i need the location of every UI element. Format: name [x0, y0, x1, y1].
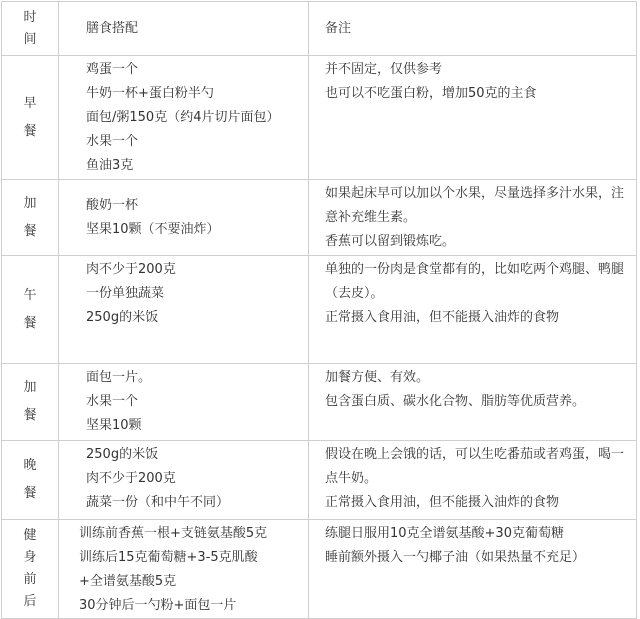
food-item: 牛奶一杯+蛋白粉半勺	[86, 86, 214, 101]
note-text: 练腿日服用10克全谱氨基酸+30克葡萄糖	[325, 526, 564, 541]
header-food-cell	[59, 2, 309, 56]
time-cell	[2, 180, 59, 256]
note-text: 单独的一份肉是食堂都有的，比如吃两个鸡腿、鸭腿（去皮）。	[325, 262, 625, 301]
meal-time-label: 早餐	[23, 95, 37, 139]
table-row-lunch	[2, 256, 637, 364]
header-time-cell	[2, 2, 59, 56]
food-item: +全谱氨基酸5克	[79, 574, 177, 589]
meal-plan-table	[1, 1, 637, 619]
table-row-dinner	[2, 441, 637, 520]
note-cell	[309, 56, 637, 180]
food-item: 一份单独蔬菜	[86, 286, 165, 301]
food-item: 水果一个	[86, 134, 139, 149]
food-item: 250g的米饭	[86, 447, 159, 462]
food-cell	[59, 364, 309, 441]
food-item: 鱼油3克	[86, 158, 134, 173]
food-item: 训练后15克葡萄糖+3-5克肌酸	[79, 550, 258, 565]
food-item: 水果一个	[86, 394, 139, 409]
meal-time-label: 加餐	[23, 380, 37, 423]
note-cell	[309, 364, 637, 441]
food-cell	[59, 520, 309, 619]
food-item: 酸奶一杯	[86, 198, 139, 213]
food-cell	[59, 441, 309, 520]
note-cell	[309, 256, 637, 364]
header-food-label: 膳食搭配	[86, 20, 139, 36]
food-item: 肉不少于200克	[86, 262, 176, 277]
food-item: 蔬菜一份（和中午不同）	[86, 495, 230, 510]
table-row-breakfast	[2, 56, 637, 180]
food-item: 面包/粥150克（约4片切片面包）	[86, 110, 280, 125]
note-cell	[309, 441, 637, 520]
meal-time-label: 加餐	[23, 195, 37, 239]
table-header-row	[2, 2, 637, 56]
meal-time-label: 午餐	[23, 287, 37, 331]
food-cell	[59, 256, 309, 364]
table-row-workout	[2, 520, 637, 619]
note-text: 包含蛋白质、碳水化合物、脂肪等优质营养。	[325, 394, 586, 409]
header-note-label: 备注	[325, 20, 352, 36]
food-item: 坚果10颗（不要油炸）	[86, 222, 220, 237]
note-text: 正常摄入食用油，但不能摄入油炸的食物	[325, 495, 560, 510]
meal-time-label: 晚餐	[23, 458, 37, 501]
food-item: 鸡蛋一个	[86, 62, 139, 77]
note-text: 也可以不吃蛋白粉，增加50克的主食	[325, 86, 537, 101]
time-cell	[2, 56, 59, 180]
food-item: 训练前香蕉一根+支链氨基酸5克	[79, 526, 268, 541]
time-cell	[2, 520, 59, 619]
time-cell	[2, 256, 59, 364]
header-note-cell	[309, 2, 637, 56]
header-time-label: 时间	[23, 9, 37, 47]
table-row-snack-morning	[2, 180, 637, 256]
table-row-snack-afternoon	[2, 364, 637, 441]
time-cell	[2, 441, 59, 520]
food-cell	[59, 56, 309, 180]
note-text: 香蕉可以留到锻炼吃。	[325, 234, 456, 249]
note-text: 睡前额外摄入一勺椰子油（如果热量不充足）	[325, 550, 586, 565]
note-text: 如果起床早可以加以个水果，尽量选择多汁水果，注意补充维生素。	[325, 186, 625, 225]
note-text: 正常摄入食用油，但不能摄入油炸的食物	[325, 310, 560, 325]
meal-time-label: 健身前后	[23, 528, 37, 609]
note-text: 加餐方便、有效。	[325, 370, 430, 385]
note-text: 假设在晚上会饿的话，可以生吃番茄或者鸡蛋，喝一点牛奶。	[325, 447, 625, 486]
note-cell	[309, 520, 637, 619]
food-item: 肉不少于200克	[86, 471, 176, 486]
food-cell	[59, 180, 309, 256]
note-cell	[309, 180, 637, 256]
food-item: 坚果10颗	[86, 418, 142, 433]
food-item: 面包一片。	[86, 370, 152, 385]
food-item: 250g的米饭	[86, 310, 159, 325]
food-item: 30分钟后一勺粉+面包一片	[79, 598, 237, 613]
note-text: 并不固定，仅供参考	[325, 62, 443, 77]
time-cell	[2, 364, 59, 441]
